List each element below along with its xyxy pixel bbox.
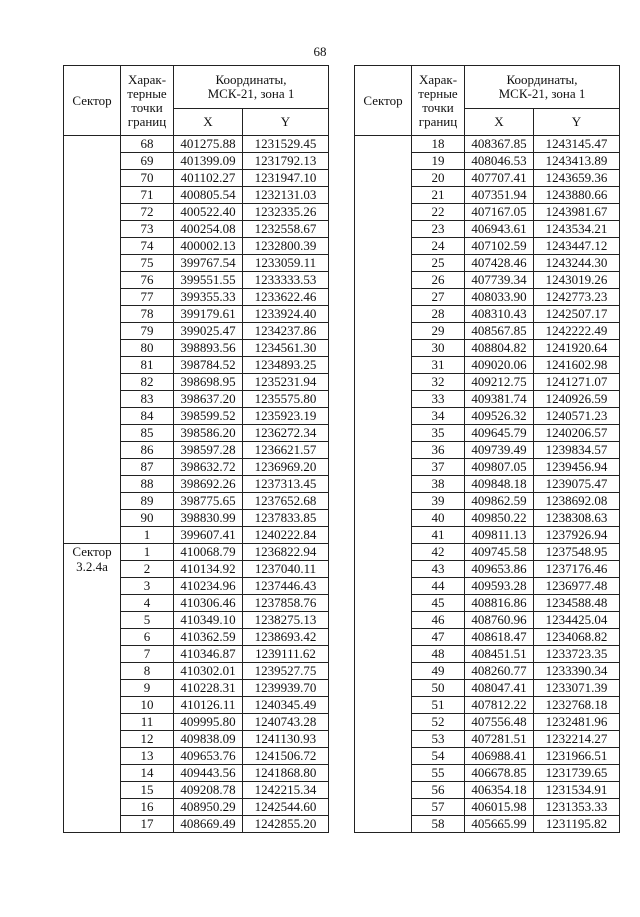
x-cell: 410234.96 [174,578,243,595]
point-cell: 57 [412,799,465,816]
y-cell: 1235575.80 [243,391,329,408]
point-cell: 10 [121,697,174,714]
x-cell: 407102.59 [465,238,534,255]
y-cell: 1233390.34 [534,663,620,680]
y-cell: 1232768.18 [534,697,620,714]
point-cell: 14 [121,765,174,782]
sector-cell [355,136,412,833]
x-cell: 400522.40 [174,204,243,221]
y-cell: 1234561.30 [243,340,329,357]
y-cell: 1242855.20 [243,816,329,833]
point-cell: 39 [412,493,465,510]
x-cell: 400805.54 [174,187,243,204]
point-cell: 24 [412,238,465,255]
point-cell: 27 [412,289,465,306]
point-cell: 6 [121,629,174,646]
x-cell: 409208.78 [174,782,243,799]
y-cell: 1232481.96 [534,714,620,731]
y-cell: 1234588.48 [534,595,620,612]
x-cell: 406354.18 [465,782,534,799]
y-cell: 1238275.13 [243,612,329,629]
x-cell: 410228.31 [174,680,243,697]
point-cell: 42 [412,544,465,561]
y-cell: 1236822.94 [243,544,329,561]
y-cell: 1234068.82 [534,629,620,646]
x-cell: 409212.75 [465,374,534,391]
header-y: Y [534,109,620,136]
x-cell: 407281.51 [465,731,534,748]
y-cell: 1237926.94 [534,527,620,544]
x-cell: 398893.56 [174,340,243,357]
y-cell: 1242215.34 [243,782,329,799]
x-cell: 408669.49 [174,816,243,833]
point-cell: 7 [121,646,174,663]
point-cell: 90 [121,510,174,527]
x-cell: 401275.88 [174,136,243,153]
x-cell: 409381.74 [465,391,534,408]
header-points: Харак- терные точки границ [412,66,465,136]
x-cell: 407428.46 [465,255,534,272]
point-cell: 12 [121,731,174,748]
sector-cell: Сектор 3.2.4а [64,544,121,833]
coordinates-table-left [63,65,329,833]
y-cell: 1233071.39 [534,680,620,697]
point-cell: 44 [412,578,465,595]
x-cell: 398632.72 [174,459,243,476]
x-cell: 409653.76 [174,748,243,765]
y-cell: 1239834.57 [534,442,620,459]
y-cell: 1240571.23 [534,408,620,425]
y-cell: 1241920.64 [534,340,620,357]
x-cell: 409995.80 [174,714,243,731]
point-cell: 17 [121,816,174,833]
y-cell: 1233059.11 [243,255,329,272]
x-cell: 398784.52 [174,357,243,374]
y-cell: 1243145.47 [534,136,620,153]
y-cell: 1236969.20 [243,459,329,476]
point-cell: 26 [412,272,465,289]
x-cell: 407351.94 [465,187,534,204]
point-cell: 9 [121,680,174,697]
x-cell: 408046.53 [465,153,534,170]
x-cell: 398830.99 [174,510,243,527]
x-cell: 398692.26 [174,476,243,493]
y-cell: 1240926.59 [534,391,620,408]
y-cell: 1238692.08 [534,493,620,510]
sector-cell [64,136,121,544]
x-cell: 398637.20 [174,391,243,408]
point-cell: 37 [412,459,465,476]
point-cell: 16 [121,799,174,816]
x-cell: 409807.05 [465,459,534,476]
point-cell: 32 [412,374,465,391]
y-cell: 1231195.82 [534,816,620,833]
x-cell: 399767.54 [174,255,243,272]
x-cell: 400002.13 [174,238,243,255]
point-cell: 79 [121,323,174,340]
y-cell: 1243244.30 [534,255,620,272]
point-cell: 58 [412,816,465,833]
y-cell: 1234893.25 [243,357,329,374]
x-cell: 410362.59 [174,629,243,646]
x-cell: 410306.46 [174,595,243,612]
y-cell: 1231739.65 [534,765,620,782]
x-cell: 406943.61 [465,221,534,238]
header-points: Харак- терные точки границ [121,66,174,136]
y-cell: 1232558.67 [243,221,329,238]
y-cell: 1231353.33 [534,799,620,816]
point-cell: 28 [412,306,465,323]
y-cell: 1235923.19 [243,408,329,425]
y-cell: 1240206.57 [534,425,620,442]
point-cell: 5 [121,612,174,629]
x-cell: 398599.52 [174,408,243,425]
x-cell: 398586.20 [174,425,243,442]
table-body-left [64,136,329,833]
point-cell: 2 [121,561,174,578]
x-cell: 398597.28 [174,442,243,459]
point-cell: 23 [412,221,465,238]
x-cell: 399355.33 [174,289,243,306]
x-cell: 407556.48 [465,714,534,731]
x-cell: 398698.95 [174,374,243,391]
y-cell: 1236272.34 [243,425,329,442]
x-cell: 406015.98 [465,799,534,816]
point-cell: 72 [121,204,174,221]
page-number: 68 [313,44,327,59]
y-cell: 1237446.43 [243,578,329,595]
x-cell: 409745.58 [465,544,534,561]
point-cell: 52 [412,714,465,731]
point-cell: 83 [121,391,174,408]
point-cell: 29 [412,323,465,340]
y-cell: 1241602.98 [534,357,620,374]
point-cell: 88 [121,476,174,493]
y-cell: 1241506.72 [243,748,329,765]
point-cell: 48 [412,646,465,663]
y-cell: 1241868.80 [243,765,329,782]
point-cell: 73 [121,221,174,238]
point-cell: 25 [412,255,465,272]
point-cell: 34 [412,408,465,425]
point-cell: 15 [121,782,174,799]
y-cell: 1243880.66 [534,187,620,204]
point-cell: 22 [412,204,465,221]
y-cell: 1237548.95 [534,544,620,561]
y-cell: 1242507.17 [534,306,620,323]
point-cell: 40 [412,510,465,527]
point-cell: 11 [121,714,174,731]
y-cell: 1243981.67 [534,204,620,221]
x-cell: 407707.41 [465,170,534,187]
point-cell: 4 [121,595,174,612]
point-cell: 46 [412,612,465,629]
x-cell: 399179.61 [174,306,243,323]
y-cell: 1231534.91 [534,782,620,799]
x-cell: 409443.56 [174,765,243,782]
y-cell: 1232214.27 [534,731,620,748]
point-cell: 76 [121,272,174,289]
header-sector: Сектор [355,66,412,136]
x-cell: 408618.47 [465,629,534,646]
point-cell: 54 [412,748,465,765]
y-cell: 1241130.93 [243,731,329,748]
point-cell: 45 [412,595,465,612]
x-cell: 409848.18 [465,476,534,493]
x-cell: 409645.79 [465,425,534,442]
y-cell: 1237652.68 [243,493,329,510]
point-cell: 19 [412,153,465,170]
y-cell: 1243413.89 [534,153,620,170]
point-cell: 36 [412,442,465,459]
y-cell: 1243019.26 [534,272,620,289]
x-cell: 408950.29 [174,799,243,816]
point-cell: 1 [121,544,174,561]
x-cell: 409020.06 [465,357,534,374]
y-cell: 1241271.07 [534,374,620,391]
point-cell: 87 [121,459,174,476]
y-cell: 1231529.45 [243,136,329,153]
point-cell: 8 [121,663,174,680]
y-cell: 1233333.53 [243,272,329,289]
x-cell: 399025.47 [174,323,243,340]
point-cell: 41 [412,527,465,544]
x-cell: 410134.92 [174,561,243,578]
x-cell: 408804.82 [465,340,534,357]
point-cell: 38 [412,476,465,493]
x-cell: 408260.77 [465,663,534,680]
header-x: X [465,109,534,136]
point-cell: 82 [121,374,174,391]
y-cell: 1234237.86 [243,323,329,340]
y-cell: 1242222.49 [534,323,620,340]
y-cell: 1240222.84 [243,527,329,544]
point-cell: 20 [412,170,465,187]
header-coords: Координаты, МСК-21, зона 1 [465,66,620,109]
x-cell: 410068.79 [174,544,243,561]
x-cell: 409811.13 [465,527,534,544]
y-cell: 1243659.36 [534,170,620,187]
point-cell: 18 [412,136,465,153]
x-cell: 408310.43 [465,306,534,323]
point-cell: 43 [412,561,465,578]
x-cell: 410302.01 [174,663,243,680]
y-cell: 1238693.42 [243,629,329,646]
point-cell: 86 [121,442,174,459]
x-cell: 408816.86 [465,595,534,612]
point-cell: 47 [412,629,465,646]
x-cell: 407739.34 [465,272,534,289]
x-cell: 399551.55 [174,272,243,289]
point-cell: 33 [412,391,465,408]
x-cell: 409526.32 [465,408,534,425]
y-cell: 1237833.85 [243,510,329,527]
x-cell: 406678.85 [465,765,534,782]
y-cell: 1243534.21 [534,221,620,238]
y-cell: 1232800.39 [243,238,329,255]
x-cell: 409593.28 [465,578,534,595]
point-cell: 51 [412,697,465,714]
point-cell: 21 [412,187,465,204]
y-cell: 1243447.12 [534,238,620,255]
table-body-right [355,136,620,833]
point-cell: 75 [121,255,174,272]
y-cell: 1237313.45 [243,476,329,493]
point-cell: 89 [121,493,174,510]
x-cell: 408047.41 [465,680,534,697]
point-cell: 56 [412,782,465,799]
header-sector: Сектор [64,66,121,136]
y-cell: 1240743.28 [243,714,329,731]
y-cell: 1231947.10 [243,170,329,187]
point-cell: 71 [121,187,174,204]
y-cell: 1238308.63 [534,510,620,527]
x-cell: 399607.41 [174,527,243,544]
header-x: X [174,109,243,136]
y-cell: 1237176.46 [534,561,620,578]
table-row [64,136,329,153]
y-cell: 1237040.11 [243,561,329,578]
point-cell: 1 [121,527,174,544]
y-cell: 1235231.94 [243,374,329,391]
point-cell: 70 [121,170,174,187]
x-cell: 407812.22 [465,697,534,714]
x-cell: 410126.11 [174,697,243,714]
point-cell: 81 [121,357,174,374]
point-cell: 74 [121,238,174,255]
y-cell: 1237858.76 [243,595,329,612]
y-cell: 1239939.70 [243,680,329,697]
y-cell: 1239111.62 [243,646,329,663]
x-cell: 400254.08 [174,221,243,238]
x-cell: 409653.86 [465,561,534,578]
point-cell: 68 [121,136,174,153]
y-cell: 1242544.60 [243,799,329,816]
x-cell: 408451.51 [465,646,534,663]
x-cell: 410349.10 [174,612,243,629]
point-cell: 49 [412,663,465,680]
x-cell: 408367.85 [465,136,534,153]
y-cell: 1233723.35 [534,646,620,663]
point-cell: 69 [121,153,174,170]
y-cell: 1236977.48 [534,578,620,595]
point-cell: 3 [121,578,174,595]
point-cell: 50 [412,680,465,697]
point-cell: 13 [121,748,174,765]
y-cell: 1242773.23 [534,289,620,306]
point-cell: 30 [412,340,465,357]
x-cell: 405665.99 [465,816,534,833]
point-cell: 80 [121,340,174,357]
x-cell: 408033.90 [465,289,534,306]
header-y: Y [243,109,329,136]
y-cell: 1234425.04 [534,612,620,629]
x-cell: 408760.96 [465,612,534,629]
point-cell: 85 [121,425,174,442]
point-cell: 55 [412,765,465,782]
y-cell: 1236621.57 [243,442,329,459]
x-cell: 401102.27 [174,170,243,187]
point-cell: 78 [121,306,174,323]
x-cell: 409862.59 [465,493,534,510]
x-cell: 410346.87 [174,646,243,663]
table-row [355,136,620,153]
y-cell: 1232131.03 [243,187,329,204]
y-cell: 1231966.51 [534,748,620,765]
y-cell: 1240345.49 [243,697,329,714]
y-cell: 1233924.40 [243,306,329,323]
y-cell: 1233622.46 [243,289,329,306]
header-coords: Координаты, МСК-21, зона 1 [174,66,329,109]
point-cell: 53 [412,731,465,748]
coordinates-table-right [354,65,620,833]
x-cell: 407167.05 [465,204,534,221]
y-cell: 1239527.75 [243,663,329,680]
x-cell: 409850.22 [465,510,534,527]
x-cell: 409838.09 [174,731,243,748]
x-cell: 408567.85 [465,323,534,340]
point-cell: 35 [412,425,465,442]
y-cell: 1232335.26 [243,204,329,221]
point-cell: 84 [121,408,174,425]
x-cell: 409739.49 [465,442,534,459]
table-row [64,544,329,561]
y-cell: 1231792.13 [243,153,329,170]
x-cell: 398775.65 [174,493,243,510]
point-cell: 77 [121,289,174,306]
point-cell: 31 [412,357,465,374]
y-cell: 1239075.47 [534,476,620,493]
x-cell: 401399.09 [174,153,243,170]
y-cell: 1239456.94 [534,459,620,476]
x-cell: 406988.41 [465,748,534,765]
